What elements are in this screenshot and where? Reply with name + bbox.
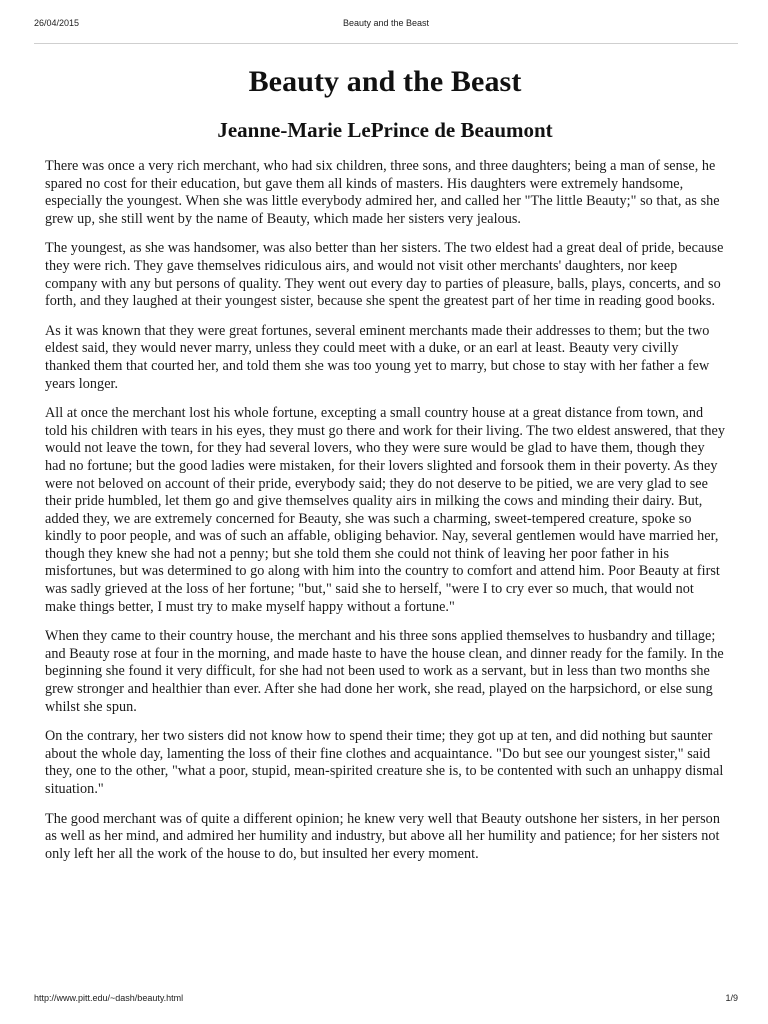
print-header-title: Beauty and the Beast xyxy=(342,18,430,28)
print-date: 26/04/2015 xyxy=(34,18,80,28)
paragraph: On the contrary, her two sisters did not know how to spend their time; they got up at ten, and did nothing but saunter about the whole day, lamenting the loss of their fine clothes and acquaintance. "Do but see our youngest sister," said they, one to the other, "what a poor, stupid, mean-spirited creature she is, to be contented with such an unhappy dismal situation." xyxy=(45,728,724,797)
paragraph: The good merchant was of quite a different opinion; he knew very well that Beauty outshone her sisters, in her person as well as her mind, and admired her humility and industry, but above all her humility and patience; for her sisters not only left her all the work of the house to do, but insulted her every moment. xyxy=(45,810,720,862)
print-header xyxy=(34,18,738,32)
paragraph: The youngest, as she was handsomer, was also better than her sisters. The two eldest had a great deal of pride, because they were rich. They gave themselves ridiculous airs, and would not visit other merchants' daughters, nor keep company with any but persons of quality. They went out every day to parties of pleasure, balls, plays, concerts, and so forth, and they laughed at their youngest sister, because she spent the greatest part of her time in reading good books. xyxy=(45,240,724,310)
story-text xyxy=(45,158,725,863)
paragraph: As it was known that they were great fortunes, several eminent merchants made their addresses to them; but the two eldest said, they would never marry, unless they could meet with a duke, or an earl at least. Beauty very civilly thanked them that courted her, and told them she was too young yet to marry, but chose to stay with her father a few years longer. xyxy=(45,322,710,392)
header-divider xyxy=(34,43,738,44)
print-footer xyxy=(34,993,738,1007)
source-url: http://www.pitt.edu/~dash/beauty.html xyxy=(34,993,184,1003)
document-author: Jeanne-Marie LePrince de Beaumont xyxy=(217,118,553,142)
document-title: Beauty and the Beast xyxy=(248,65,522,98)
document-body xyxy=(45,62,725,875)
paragraph: All at once the merchant lost his whole fortune, excepting a small country house at a great distance from town, and told his children with tears in his eyes, they must go there and work for their living. The two eldest answered, that they would not leave the town, for they had several lovers, who they were sure would be glad to have them, though they had no fortune; but the good ladies were mistaken, for their lovers slighted and forsook them in their poverty. As they were not beloved on account of their pride, everybody said; they do not deserve to be pitied, we are very glad to see their pride humbled, let them go and give themselves quality airs in milking the cows and minding their dairy. But, added they, we are extremely concerned for Beauty, she was such a charming, sweet-tempered creature, spoke so kindly to poor people, and was of such an affable, obliging behavior. Nay, several gentlemen would have married her, though they knew she had not a penny; but she told them she could not think of leaving her poor father in his misfortunes, but was determined to go along with him into the country to comfort and attend him. Poor Beauty at first was sadly grieved at the loss of her fortune; "but," said she to herself, "were I to cry ever so much, that would not make things better, I must try to make myself happy without a fortune." xyxy=(45,405,725,615)
paragraph: There was once a very rich merchant, who had six children, three sons, and three daughters; being a man of sense, he spared no cost for their education, but gave them all kinds of masters. His daughters were extremely handsome, especially the youngest. When she was little everybody admired her, and called her "The little Beauty;" so that, as she grew up, she still went by the name of Beauty, which made her sisters very jealous. xyxy=(45,158,720,227)
page-number: 1/9 xyxy=(725,993,738,1003)
paragraph: When they came to their country house, the merchant and his three sons applied themselves to husbandry and tillage; and Beauty rose at four in the morning, and made haste to have the house clean, and dinner ready for the family. In the beginning she found it very difficult, for she had not been used to work as a servant, but in less than two months she grew stronger and healthier than ever. After she had done her work, she read, played on the harpsichord, or else sung whilst she spun. xyxy=(45,628,724,715)
